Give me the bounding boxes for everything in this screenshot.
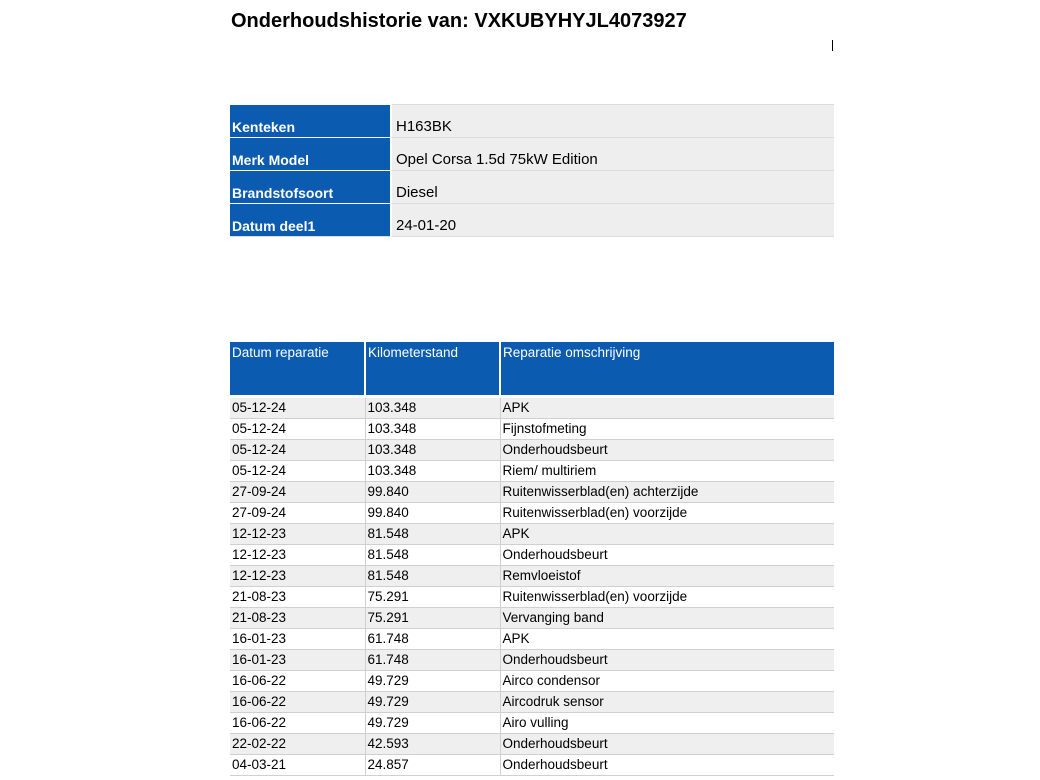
table-row (230, 419, 834, 440)
repair-description: Onderhoudsbeurt (500, 545, 834, 566)
vehicle-value: Opel Corsa 1.5d 75kW Edition (391, 138, 834, 171)
repair-description: Airco condensor (500, 671, 834, 692)
odometer: 75.291 (365, 608, 500, 629)
repair-description: Fijnstofmeting (500, 419, 834, 440)
repair-date: 16-06-22 (230, 713, 365, 734)
repair-description: APK (500, 629, 834, 650)
repair-description: Ruitenwisserblad(en) achterzijde (500, 482, 834, 503)
table-row (230, 524, 834, 545)
repair-description: Vervanging band (500, 608, 834, 629)
repair-date: 05-12-24 (230, 461, 365, 482)
vehicle-label: Brandstofsoort (230, 171, 391, 204)
table-row (230, 545, 834, 566)
header-datum-reparatie: Datum reparatie (230, 342, 365, 395)
odometer: 61.748 (365, 650, 500, 671)
repair-date: 16-06-22 (230, 692, 365, 713)
vehicle-info-table (230, 104, 834, 237)
repair-date: 27-09-24 (230, 503, 365, 524)
vehicle-value: Diesel (391, 171, 834, 204)
repair-date: 12-12-23 (230, 545, 365, 566)
repair-description: Onderhoudsbeurt (500, 650, 834, 671)
odometer: 103.348 (365, 398, 500, 419)
repair-description: Ruitenwisserblad(en) voorzijde (500, 503, 834, 524)
repair-date: 27-09-24 (230, 482, 365, 503)
vehicle-value: 24-01-20 (391, 204, 834, 237)
repair-date: 04-03-21 (230, 755, 365, 776)
odometer: 24.857 (365, 755, 500, 776)
header-reparatie-omschrijving: Reparatie omschrijving (500, 342, 834, 395)
odometer: 61.748 (365, 629, 500, 650)
repair-description: Onderhoudsbeurt (500, 734, 834, 755)
table-row (230, 608, 834, 629)
vehicle-label: Merk Model (230, 138, 391, 171)
odometer: 103.348 (365, 419, 500, 440)
repair-description: Aircodruk sensor (500, 692, 834, 713)
table-row (230, 461, 834, 482)
repair-description: Ruitenwisserblad(en) voorzijde (500, 587, 834, 608)
repair-description: Onderhoudsbeurt (500, 755, 834, 776)
odometer: 103.348 (365, 440, 500, 461)
repair-date: 05-12-24 (230, 419, 365, 440)
page-title: Onderhoudshistorie van: VXKUBYHYJL4073927 (231, 10, 687, 32)
repair-description: Onderhoudsbeurt (500, 440, 834, 461)
odometer: 81.548 (365, 524, 500, 545)
table-row (230, 482, 834, 503)
repair-description: APK (500, 398, 834, 419)
repair-date: 05-12-24 (230, 398, 365, 419)
odometer: 81.548 (365, 545, 500, 566)
repair-date: 16-06-22 (230, 671, 365, 692)
table-row (230, 503, 834, 524)
table-row (230, 734, 834, 755)
edge-mark (832, 40, 833, 51)
repair-history-table (230, 342, 834, 776)
vehicle-row-kenteken (230, 105, 834, 138)
repair-date: 12-12-23 (230, 566, 365, 587)
odometer: 99.840 (365, 503, 500, 524)
header-kilometerstand: Kilometerstand (365, 342, 500, 395)
odometer: 99.840 (365, 482, 500, 503)
table-row (230, 629, 834, 650)
odometer: 49.729 (365, 692, 500, 713)
odometer: 75.291 (365, 587, 500, 608)
table-row (230, 755, 834, 776)
table-row (230, 692, 834, 713)
odometer: 81.548 (365, 566, 500, 587)
table-row (230, 671, 834, 692)
vehicle-row-merk-model (230, 138, 834, 171)
history-header-row (230, 342, 834, 395)
vehicle-row-brandstofsoort (230, 171, 834, 204)
vehicle-value: H163BK (391, 105, 834, 138)
repair-date: 22-02-22 (230, 734, 365, 755)
table-row (230, 566, 834, 587)
vehicle-label: Datum deel1 (230, 204, 391, 237)
odometer: 49.729 (365, 671, 500, 692)
table-row (230, 713, 834, 734)
repair-date: 16-01-23 (230, 629, 365, 650)
table-row (230, 398, 834, 419)
repair-description: Riem/ multiriem (500, 461, 834, 482)
repair-date: 16-01-23 (230, 650, 365, 671)
table-row (230, 440, 834, 461)
table-row (230, 650, 834, 671)
vehicle-label: Kenteken (230, 105, 391, 138)
repair-description: Airo vulling (500, 713, 834, 734)
repair-description: APK (500, 524, 834, 545)
odometer: 103.348 (365, 461, 500, 482)
odometer: 49.729 (365, 713, 500, 734)
repair-date: 21-08-23 (230, 587, 365, 608)
vehicle-row-datum-deel1 (230, 204, 834, 237)
repair-date: 12-12-23 (230, 524, 365, 545)
repair-date: 05-12-24 (230, 440, 365, 461)
repair-description: Remvloeistof (500, 566, 834, 587)
repair-date: 21-08-23 (230, 608, 365, 629)
odometer: 42.593 (365, 734, 500, 755)
table-row (230, 587, 834, 608)
